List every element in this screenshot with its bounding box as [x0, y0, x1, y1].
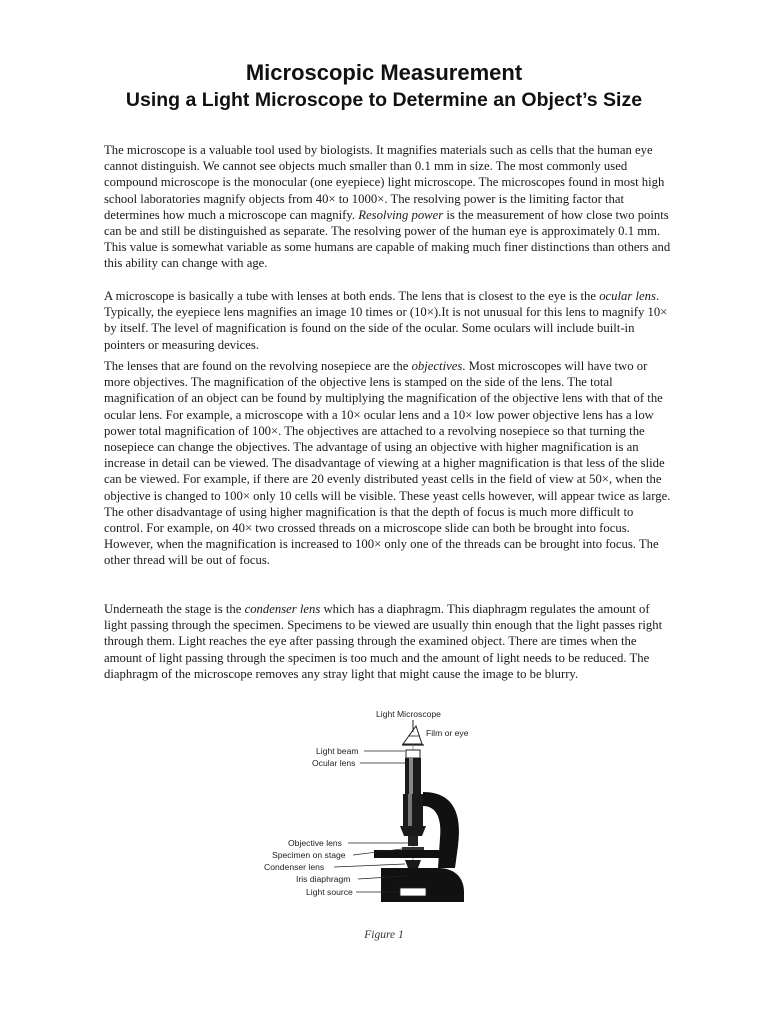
term-condenser-lens: condenser lens: [244, 602, 321, 616]
paragraph-condenser: [104, 601, 674, 682]
leader-condenser-lens: [334, 864, 405, 867]
paragraph-objectives-text-2: . Most microscopes will have two or more objectives. The magnification of the objective lens is stamped on the side of the lens. The total magnification of an object can be found by multiplying the magnification of the objective lens with that of the ocular lens. For example, a microscope with a 10× ocular lens and a 10× low power objective lens has a low power total magnification of 100×. The objectives are attached to a revolving nosepiece so that turning the nosepiece can change the objectives. The advantage of using an objective with higher magnification is an increase in detail can be viewed. The disadvantage of viewing at a higher magnification is that less of the slide can be viewed. For example, if there are 20 evenly distributed yeast cells in the field of view at 50×, when the objective is changed to 100× only 10 cells will be visible. These yeast cells however, will appear twice as large. The other disadvantage of using higher magnification is that the depth of focus is much more difficult to control. For example, on 40× two crossed threads on a microscope slide can both be brought into focus. However, when the magnification is increased to 100× only one of the threads can be brought into focus. The other thread will be out of focus.: [104, 359, 671, 568]
page-subtitle: Using a Light Microscope to Determine an Object’s Size: [125, 89, 643, 111]
label-iris-diaphragm: Iris diaphragm: [296, 874, 351, 884]
paragraph-intro-text-2: is the measurement of how close two points can be and still be distinguished as separate. The resolving power of the human eye is approximately 0.1 mm. This value is somewhat variable as some humans are capable of making much finer distinctions than others and this ability can change with age.: [104, 207, 671, 271]
paragraph-condenser-text: Underneath the stage is the: [104, 602, 245, 616]
figure-title: Light Microscope: [376, 709, 441, 719]
term-resolving-power: Resolving power: [358, 207, 444, 222]
paragraph-objectives: [104, 358, 674, 569]
label-light-beam: Light beam: [316, 746, 359, 756]
label-ocular-lens: Ocular lens: [312, 758, 356, 768]
term-ocular-lens: ocular lens: [599, 289, 656, 303]
microscope-body: [374, 744, 464, 902]
paragraph-intro-text: The microscope is a valuable tool used by biologists. It magnifies materials such as cells that the human eye cannot distinguish. We cannot see objects much smaller than 0.1 mm in size. The most commonly used compound microscope is the monocular (one eyepiece) light microscope. The microscopes found in most high school laboratories magnify objects from 40× to 1000×. The resolving power is the limiting factor that determines how much a microscope can magnify.: [104, 143, 665, 222]
label-light-source: Light source: [306, 887, 353, 897]
paragraph-objectives-text: The lenses that are found on the revolving nosepiece are the: [104, 359, 412, 373]
paragraph-condenser-text-2: which has a diaphragm. This diaphragm regulates the amount of light passing through the specimen. Specimens to be viewed are usually thin enough that the light passes right through them. Light reaches the eye after passing through the examined object. There are times when the amount of light passing through the specimen is too much and the amount of light needs to be reduced. The diaphragm of the microscope removes any stray light that might cause the image to be blurry.: [104, 602, 663, 681]
term-objectives: objectives: [411, 359, 463, 373]
paragraph-ocular-text: A microscope is basically a tube with lenses at both ends. The lens that is closest to the eye is the: [104, 289, 600, 303]
label-condenser-lens: Condenser lens: [264, 862, 325, 872]
label-specimen-on-stage: Specimen on stage: [272, 850, 346, 860]
label-film-or-eye: Film or eye: [426, 728, 469, 738]
film-or-eye-icon: [402, 720, 424, 745]
page-title: Microscopic Measurement: [245, 60, 523, 85]
paragraph-ocular: [104, 288, 674, 353]
label-objective-lens: Objective lens: [288, 838, 342, 848]
paragraph-ocular-text-2: . Typically, the eyepiece lens magnifies an image 10 times or (10×).It is not unusual for this lens to magnify 10× by itself. The level of magnification is found on the side of the ocular. Some oculars will include built-in pointers or measuring devices.: [104, 289, 668, 352]
paragraph-intro: [104, 142, 674, 272]
figure-caption: Figure 1: [364, 929, 404, 941]
light-microscope-figure: [250, 706, 510, 916]
